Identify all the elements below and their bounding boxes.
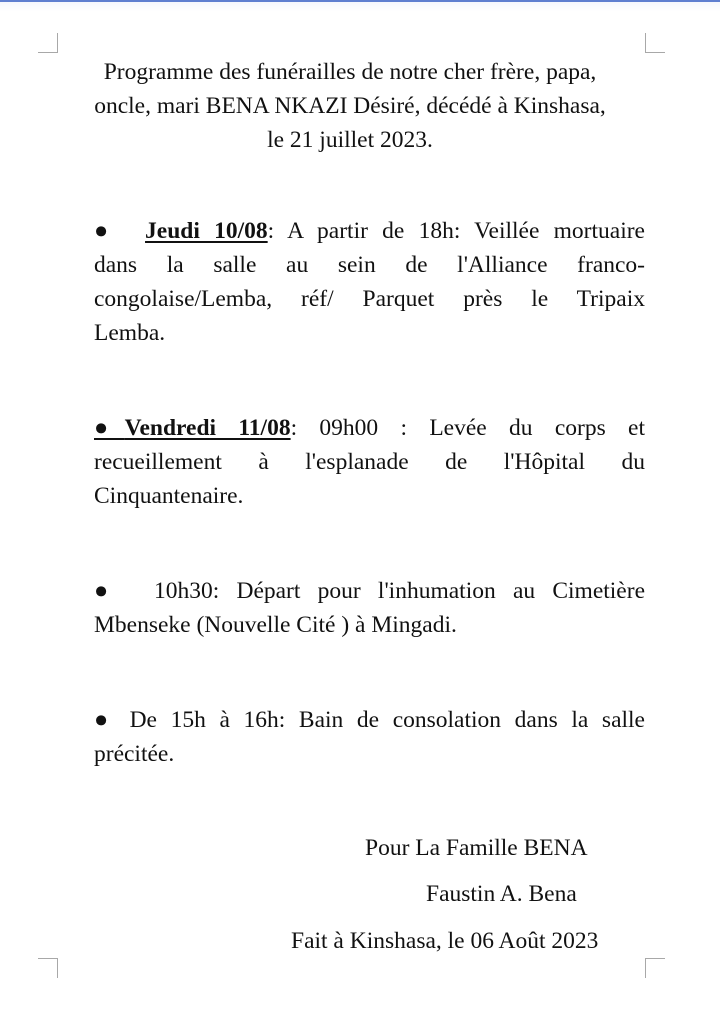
- item-line: Cinquantenaire.: [94, 483, 244, 509]
- item-line: congolaise/Lemba, réf/ Parquet près le Tripaix: [94, 286, 645, 312]
- item-text: : 09h00 : Levée du corps et: [290, 415, 645, 441]
- item-text: De 15h à 16h: Bain de consolation dans la salle: [129, 707, 645, 733]
- item-line: [94, 703, 645, 737]
- item-line: précitée.: [94, 741, 175, 767]
- item-line: dans la salle au sein de l'Alliance franco-: [94, 252, 645, 278]
- signature-family: Pour La Famille BENA: [365, 835, 588, 861]
- title-line: Programme des funérailles de notre cher frère, papa,: [103, 59, 597, 85]
- item-day-label: Jeudi 10/08: [145, 218, 268, 244]
- item-line: [94, 214, 645, 248]
- title-line: le 21 juillet 2023.: [267, 127, 433, 153]
- bullet-icon: ●: [94, 218, 117, 244]
- item-line: Lemba.: [94, 320, 166, 346]
- signature-place-date: Fait à Kinshasa, le 06 Août 2023: [291, 928, 599, 954]
- bullet-icon: ●: [94, 707, 116, 733]
- item-line: [94, 411, 645, 445]
- program-item-burial: [94, 574, 645, 642]
- program-item-friday: [94, 411, 645, 513]
- margin-corner-mark-top-right: [645, 33, 665, 53]
- title-line: oncle, mari BENA NKAZI Désiré, décédé à Kinshasa,: [94, 93, 606, 119]
- document-title: [50, 55, 650, 157]
- item-line: [94, 574, 645, 608]
- margin-corner-mark-bottom-left: [38, 958, 58, 978]
- item-day-label: ●Vendredi 11/08: [94, 415, 291, 441]
- margin-corner-mark-top-left: [38, 33, 58, 53]
- margin-corner-mark-bottom-right: [645, 958, 665, 978]
- item-text: 10h30: Départ pour l'inhumation au Cimetière: [153, 578, 645, 604]
- program-item-thursday: [94, 214, 645, 350]
- bullet-icon: ●: [94, 415, 125, 441]
- program-item-consolation: [94, 703, 645, 771]
- window-top-shade: [0, 2, 720, 12]
- item-line: Mbenseke (Nouvelle Cité ) à Mingadi.: [94, 612, 457, 638]
- item-line: recueillement à l'esplanade de l'Hôpital du: [94, 449, 645, 475]
- item-text: : A partir de 18h: Veillée mortuaire: [267, 218, 645, 244]
- bullet-icon: ●: [94, 578, 120, 604]
- signature-name: Faustin A. Bena: [426, 881, 577, 907]
